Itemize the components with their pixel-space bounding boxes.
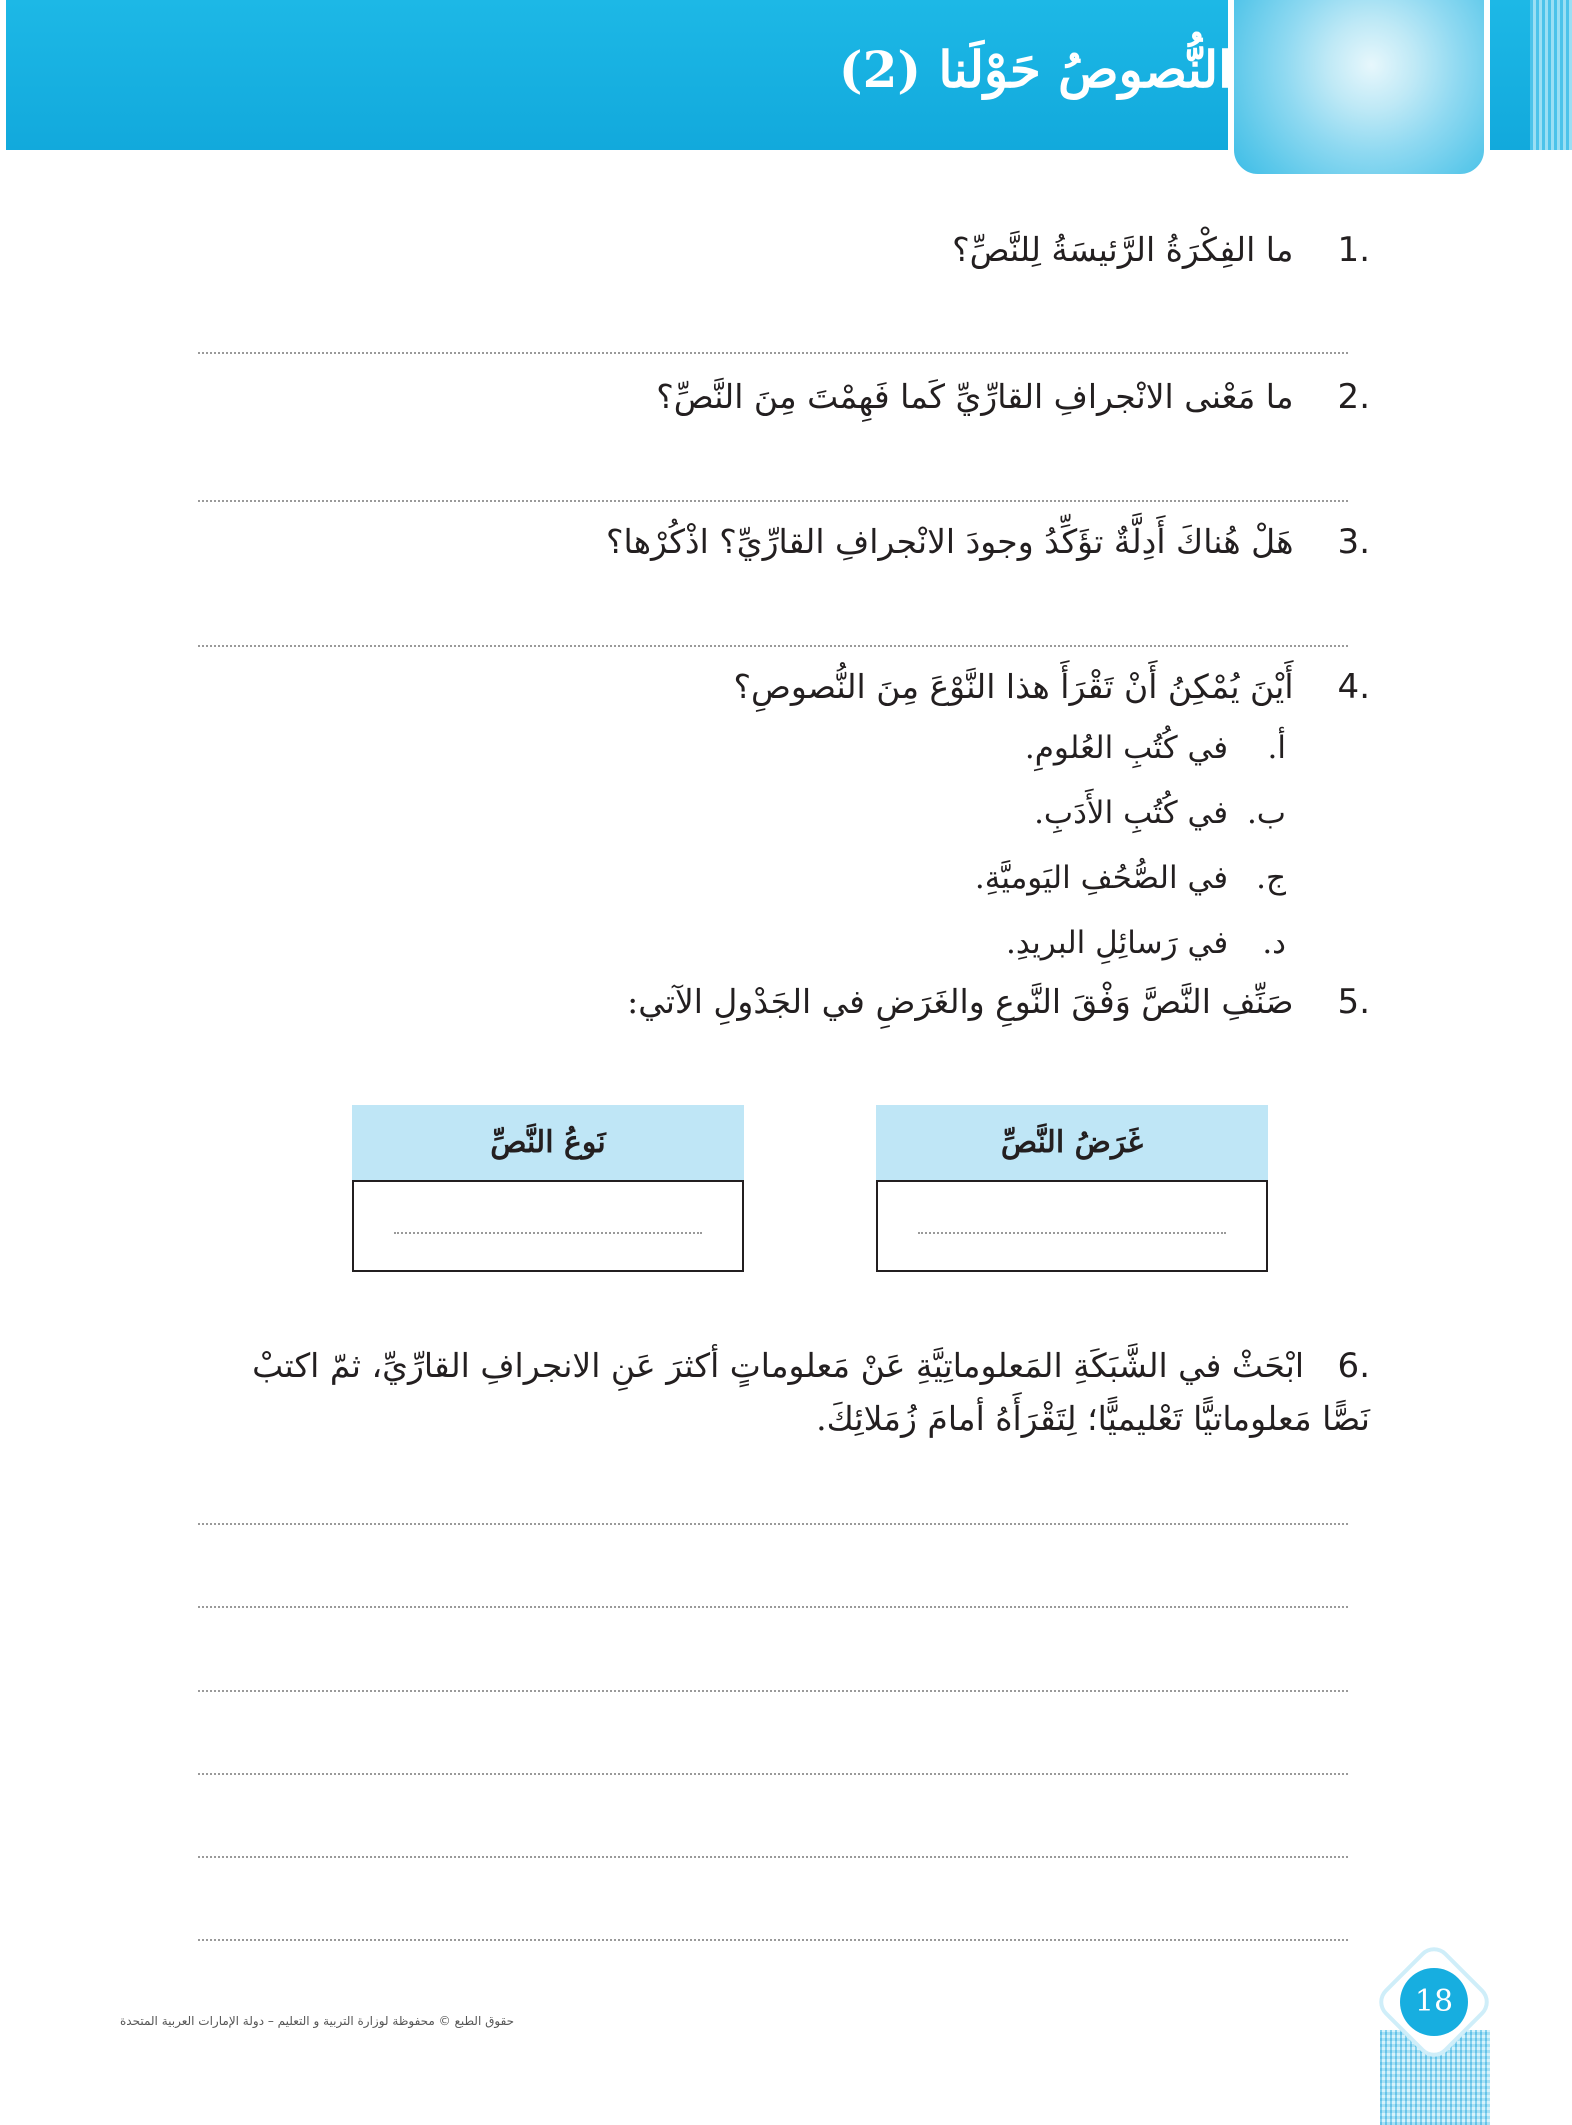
purpose-box xyxy=(876,1105,1268,1276)
page-number-badge xyxy=(1380,1948,1488,2056)
writing-line[interactable] xyxy=(198,1690,1348,1692)
answer-line[interactable] xyxy=(198,645,1348,647)
type-box xyxy=(352,1105,744,1276)
header-decor-strip xyxy=(1530,0,1572,150)
question-text: هَلْ هُناكَ أَدِلَّةٌ تؤَكِّدُ وجودَ الانْجرافِ القارِّيِّ؟ اذْكُرْها؟ xyxy=(606,522,1294,561)
question-5 xyxy=(627,980,1370,1024)
question-text: ما الفِكْرَةُ الرَّئيسَةُ لِلنَّصِّ؟ xyxy=(952,230,1294,269)
option-text: في كُتُبِ العُلومِ. xyxy=(1024,730,1229,766)
purpose-header: غَرَضُ النَّصِّ xyxy=(876,1105,1268,1180)
option-c[interactable] xyxy=(975,860,1286,896)
question-number: .5 xyxy=(1337,982,1370,1022)
option-a[interactable] xyxy=(1025,730,1286,766)
writing-line[interactable] xyxy=(198,1523,1348,1525)
question-number: .6 xyxy=(1337,1346,1370,1386)
answer-line xyxy=(394,1232,702,1234)
option-letter: ج. xyxy=(1256,860,1286,896)
question-text: ما مَعْنى الانْجرافِ القارِّيِّ كَما فَهِمْتَ مِنَ النَّصِّ؟ xyxy=(656,377,1294,416)
question-number: .3 xyxy=(1337,522,1370,562)
question-6 xyxy=(240,1340,1370,1444)
copyright-notice: حقوق الطبع © محفوظة لوزارة التربية و التعليم – دولة الإمارات العربية المتحدة xyxy=(120,2014,515,2028)
option-letter: ب. xyxy=(1246,795,1286,831)
page-title: النُّصوصُ حَوْلَنا (2) xyxy=(838,40,1232,99)
option-letter: د. xyxy=(1262,925,1286,961)
question-4 xyxy=(733,665,1370,709)
question-1 xyxy=(952,228,1370,272)
option-text: في كُتُبِ الأَدَبِ. xyxy=(1034,795,1229,831)
option-d[interactable] xyxy=(1006,925,1286,961)
writing-line[interactable] xyxy=(198,1939,1348,1941)
option-text: في رَسائِلِ البريدِ. xyxy=(1006,925,1229,961)
header-decor-tab xyxy=(1228,0,1490,180)
type-header: نَوعُ النَّصِّ xyxy=(352,1105,744,1180)
question-text: صَنِّفِ النَّصَّ وَفْقَ النَّوعِ والغَرَضِ في الجَدْولِ الآتي: xyxy=(627,982,1294,1021)
option-b[interactable] xyxy=(1034,795,1286,831)
writing-line[interactable] xyxy=(198,1606,1348,1608)
option-letter: أ. xyxy=(1267,730,1286,766)
question-number: .4 xyxy=(1337,667,1370,707)
question-text: أَيْنَ يُمْكِنُ أَنْ تَقْرَأَ هذا النَّوْعَ مِنَ النُّصوصِ؟ xyxy=(733,667,1294,706)
answer-line xyxy=(918,1232,1226,1234)
option-text: في الصُّحُفِ اليَوميَّةِ. xyxy=(974,860,1229,896)
purpose-answer-field[interactable] xyxy=(876,1180,1268,1272)
answer-line[interactable] xyxy=(198,352,1348,354)
page-number: 18 xyxy=(1400,1968,1468,2036)
answer-line[interactable] xyxy=(198,500,1348,502)
question-3 xyxy=(606,520,1370,564)
writing-line[interactable] xyxy=(198,1856,1348,1858)
type-answer-field[interactable] xyxy=(352,1180,744,1272)
writing-line[interactable] xyxy=(198,1773,1348,1775)
question-text: ابْحَثْ في الشَّبَكَةِ المَعلوماتِيَّةِ عَنْ مَعلوماتٍ أكثرَ عَنِ الانجرافِ القارِّيِّ، ثمّ اكتبْ نَصًّا مَعلوماتيًّا تَعْليميًّا؛ لِتَقْرَأَهُ أمامَ زُمَلائِكَ. xyxy=(252,1346,1370,1438)
question-number: .2 xyxy=(1337,377,1370,417)
question-number: .1 xyxy=(1337,230,1370,270)
question-2 xyxy=(656,375,1370,419)
